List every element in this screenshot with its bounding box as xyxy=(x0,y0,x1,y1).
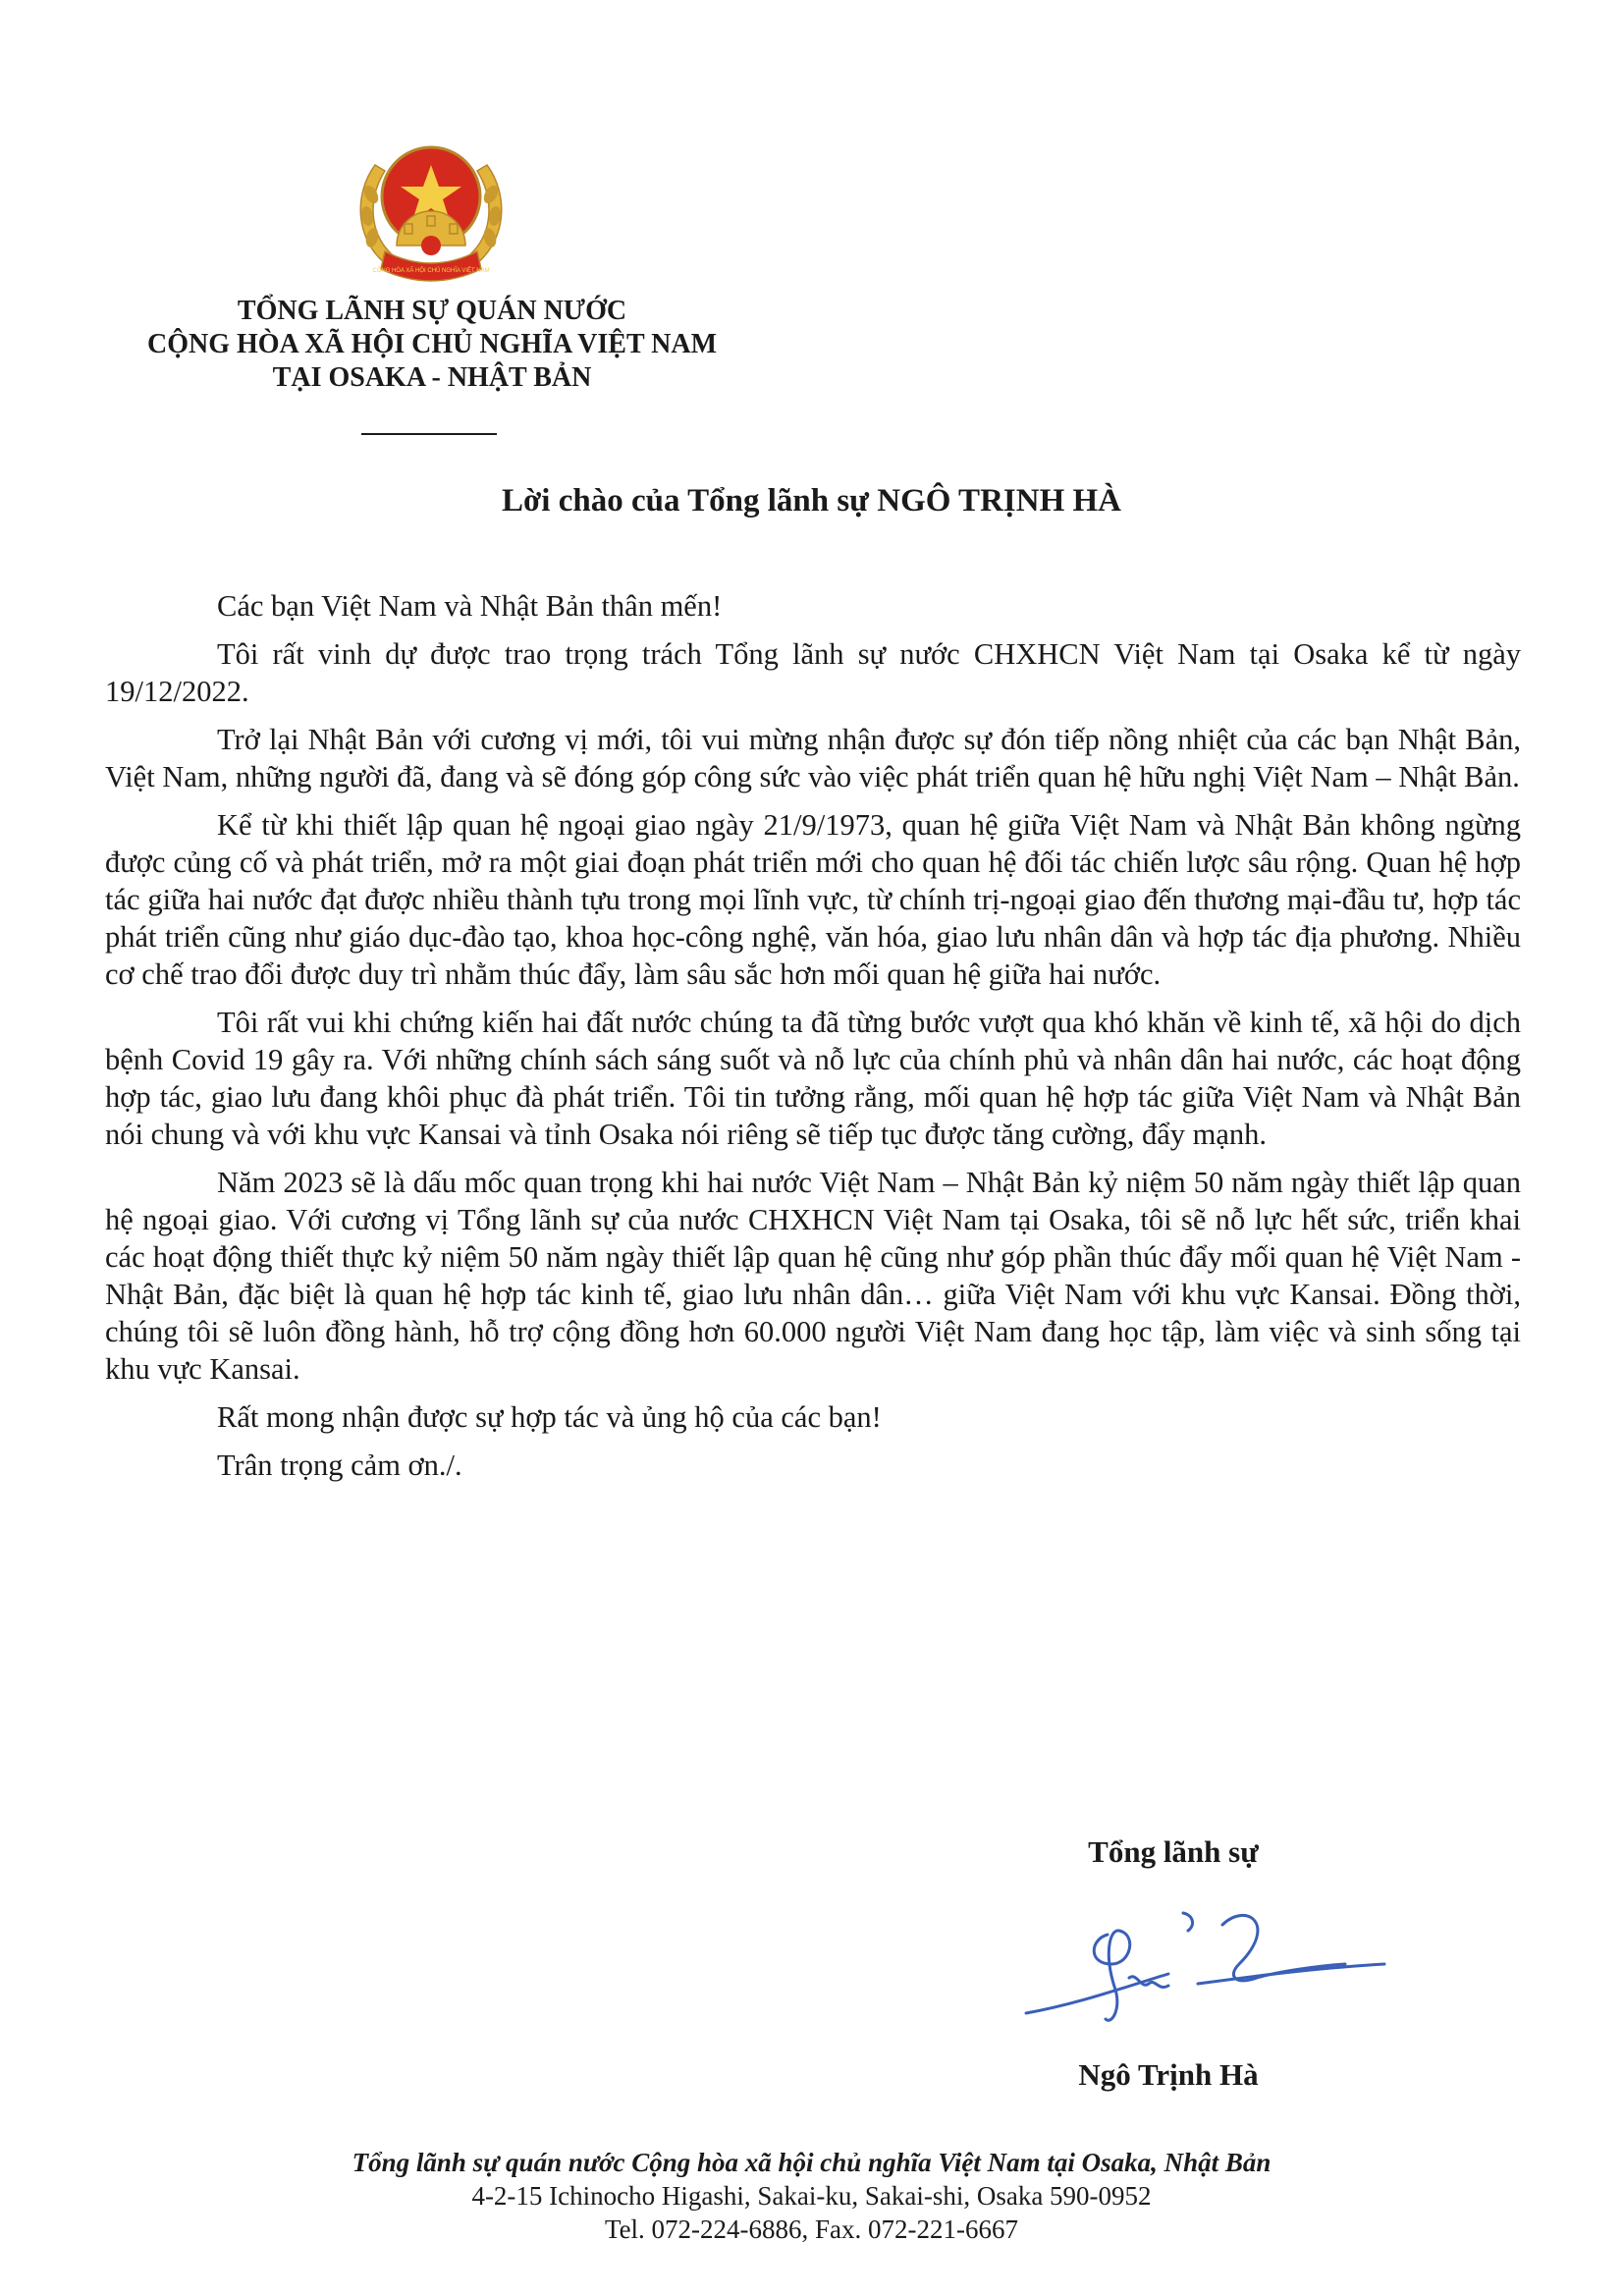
agency-line-2: CỘNG HÒA XÃ HỘI CHỦ NGHĨA VIỆT NAM xyxy=(146,329,718,359)
national-emblem-icon xyxy=(346,126,516,297)
salutation: Các bạn Việt Nam và Nhật Bản thân mến! xyxy=(217,589,723,623)
footer-phone-fax: Tel. 072-224-6886, Fax. 072-221-6667 xyxy=(604,2214,1019,2244)
header-divider xyxy=(361,433,497,435)
signature-role: Tổng lãnh sự xyxy=(1088,1834,1259,1869)
paragraph-covid: Tôi rất vui khi chứng kiến hai đất nước chúng ta đã từng bước vượt qua khó khăn về kinh tế, xã hội do dịch bệnh Covid 19 gây ra. Với những chính sách sáng suốt và nỗ lực của chính phủ và nhân dân hai nước, các hoạt động hợp tác, giao lưu đang khôi phục đà phát triển. Tôi tin tưởng rằng, mối quan hệ hợp tác giữa Việt Nam và Nhật Bản nói chung và với khu vực Kansai và tỉnh Osaka nói riêng sẽ tiếp tục được tăng cường, đẩy mạnh. xyxy=(105,1006,1521,1151)
agency-header xyxy=(98,295,766,395)
paragraph-return: Trở lại Nhật Bản với cương vị mới, tôi vui mừng nhận được sự đón tiếp nồng nhiệt của các bạn Nhật Bản, Việt Nam, những người đã, đang và sẽ đóng góp công sức vào việc phát triển quan hệ hữu nghị Việt Nam – Nhật Bản. xyxy=(105,723,1521,793)
letter-title: Lời chào của Tổng lãnh sự NGÔ TRỊNH HÀ xyxy=(502,483,1121,519)
emblem-ribbon-text: CỘNG HÒA XÃ HỘI CHỦ NGHĨA VIỆT NAM xyxy=(372,268,490,274)
signatory-name: Ngô Trịnh Hà xyxy=(1078,2057,1259,2092)
paragraph-appointment: Tôi rất vinh dự được trao trọng trách Tổng lãnh sự nước CHXHCN Việt Nam tại Osaka kể từ ngày 19/12/2022. xyxy=(105,637,1521,708)
letter-body xyxy=(105,587,1521,1495)
agency-line-1: TỔNG LÃNH SỰ QUÁN NƯỚC xyxy=(237,296,627,326)
handwritten-signature-icon xyxy=(1021,1895,1394,2043)
paragraph-request: Rất mong nhận được sự hợp tác và ủng hộ của các bạn! xyxy=(217,1400,882,1434)
footer-agency: Tổng lãnh sự quán nước Cộng hòa xã hội chủ nghĩa Việt Nam tại Osaka, Nhật Bản xyxy=(352,2148,1271,2177)
paragraph-relations: Kể từ khi thiết lập quan hệ ngoại giao ngày 21/9/1973, quan hệ giữa Việt Nam và Nhật Bản không ngừng được củng cố và phát triển, mở ra một giai đoạn phát triển mới cho quan hệ đối tác chiến lược sâu rộng. Quan hệ hợp tác giữa hai nước đạt được nhiều thành tựu trong mọi lĩnh vực, từ chính trị-ngoại giao đến thương mại-đầu tư, hợp tác phát triển cũng như giáo dục-đào tạo, khoa học-công nghệ, văn hóa, giao lưu nhân dân và hợp tác địa phương. Nhiều cơ chế trao đổi được duy trì nhằm thúc đẩy, làm sâu sắc hơn mối quan hệ giữa hai nước. xyxy=(105,808,1521,991)
agency-line-3: TẠI OSAKA - NHẬT BẢN xyxy=(272,362,592,393)
footer-contact xyxy=(0,2146,1623,2246)
footer-address: 4-2-15 Ichinocho Higashi, Sakai-ku, Sakai-shi, Osaka 590-0952 xyxy=(471,2181,1152,2211)
closing: Trân trọng cảm ơn./. xyxy=(217,1449,462,1482)
paragraph-anniversary: Năm 2023 sẽ là dấu mốc quan trọng khi hai nước Việt Nam – Nhật Bản kỷ niệm 50 năm ngày thiết lập quan hệ ngoại giao. Với cương vị Tổng lãnh sự của nước CHXHCN Việt Nam tại Osaka, tôi sẽ nỗ lực hết sức, triển khai các hoạt động thiết thực kỷ niệm 50 năm ngày thiết lập quan hệ cũng như góp phần thúc đẩy mối quan hệ Việt Nam - Nhật Bản, đặc biệt là quan hệ hợp tác kinh tế, giao lưu nhân dân… giữa Việt Nam với khu vực Kansai. Đồng thời, chúng tôi sẽ luôn đồng hành, hỗ trợ cộng đồng hơn 60.000 người Việt Nam đang học tập, làm việc và sinh sống tại khu vực Kansai. xyxy=(105,1166,1521,1386)
